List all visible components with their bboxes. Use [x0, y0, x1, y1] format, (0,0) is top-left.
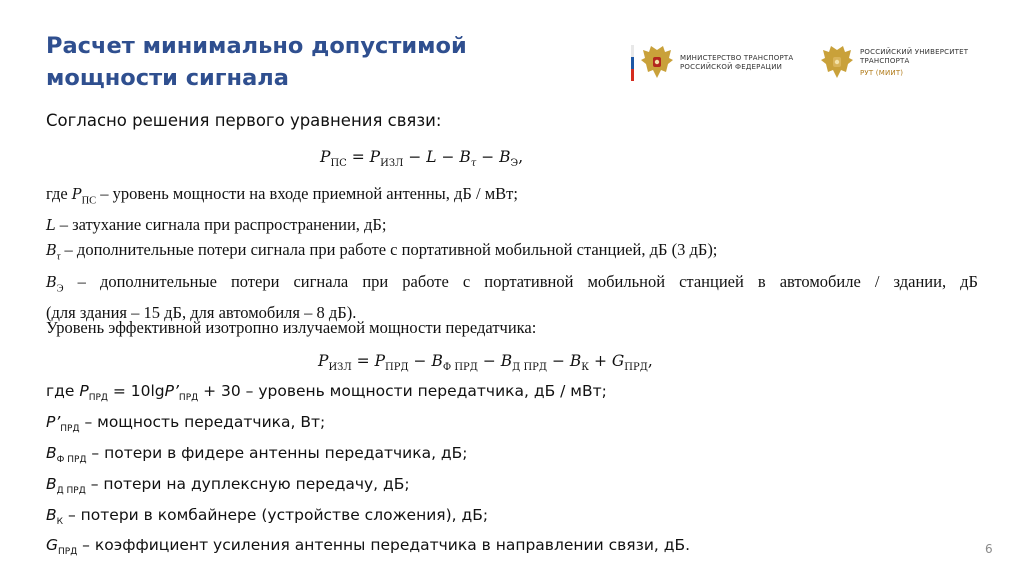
ministry-logo [631, 44, 793, 82]
formula-received-power: $P_{ПС} = P_{ИЗЛ} - L - B_\tau - B_Э$, [320, 148, 524, 170]
formula-eirp: $P_{ИЗЛ} = P_{ПРД} - B_{Ф ПРД} - B_{Д ПРД} - B_К + G_{ПРД}$, [318, 352, 653, 374]
definition-item-tail: (для здания – 15 дБ, для автомобиля – 8 дБ). [46, 302, 357, 322]
emblem-icon [820, 44, 854, 82]
definitions-list-1 [46, 182, 978, 325]
definition-item: $B_{Ф ПРД}$ – потери в фидере антенны передатчика, дБ; [46, 443, 468, 465]
definition-item: $P’_{ПРД}$ – мощность передатчика, Вт; [46, 412, 326, 434]
university-logo-text: РОССИЙСКИЙ УНИВЕРСИТЕТ ТРАНСПОРТА РУТ (МИИТ) [860, 48, 969, 77]
definition-item: $G_{ПРД}$ – коэффициент усиления антенны передатчика в направлении связи, дБ. [46, 536, 691, 558]
definition-item: $B_\tau$ – дополнительные потери сигнала при работе с портативной мобильной станцией, дБ (3 дБ); [46, 240, 718, 263]
eirp-paragraph: Уровень эффективной изотропно излучаемой мощности передатчика: [46, 318, 537, 337]
definition-item: L – затухание сигнала при распространении, дБ; [46, 215, 387, 235]
definitions-list-2 [46, 380, 690, 565]
russian-flag-icon [631, 45, 634, 81]
university-logo [820, 44, 968, 82]
page-number: 6 [985, 542, 993, 556]
ministry-logo-text: МИНИСТЕРСТВО ТРАНСПОРТА РОССИЙСКОЙ ФЕДЕРАЦИИ [680, 54, 794, 71]
emblem-icon [640, 44, 674, 82]
title-line-1: Расчет минимально допустимой [46, 33, 467, 59]
title-line-2: мощности сигнала [46, 65, 289, 91]
definition-item: $B_{Д ПРД}$ – потери на дуплексную передачу, дБ; [46, 474, 410, 496]
intro-text: Согласно решения первого уравнения связи: [46, 111, 442, 130]
definition-item: $B_К$ – потери в комбайнере (устройстве сложения), дБ; [46, 505, 489, 527]
slide-title [46, 30, 586, 94]
definition-item: где $P_{ПРД}$ = $10\lg P’_{ПРД} + 30$ – уровень мощности передатчика, дБ / мВт; [46, 382, 607, 404]
definition-item: где $P_{ПС}$ – уровень мощности на входе приемной антенны, дБ / мВт; [46, 184, 518, 207]
definition-item: $B_Э$ – дополнительные потери сигнала при работе с портативной мобильной станцией в автомобиле / здании, дБ [46, 271, 978, 294]
